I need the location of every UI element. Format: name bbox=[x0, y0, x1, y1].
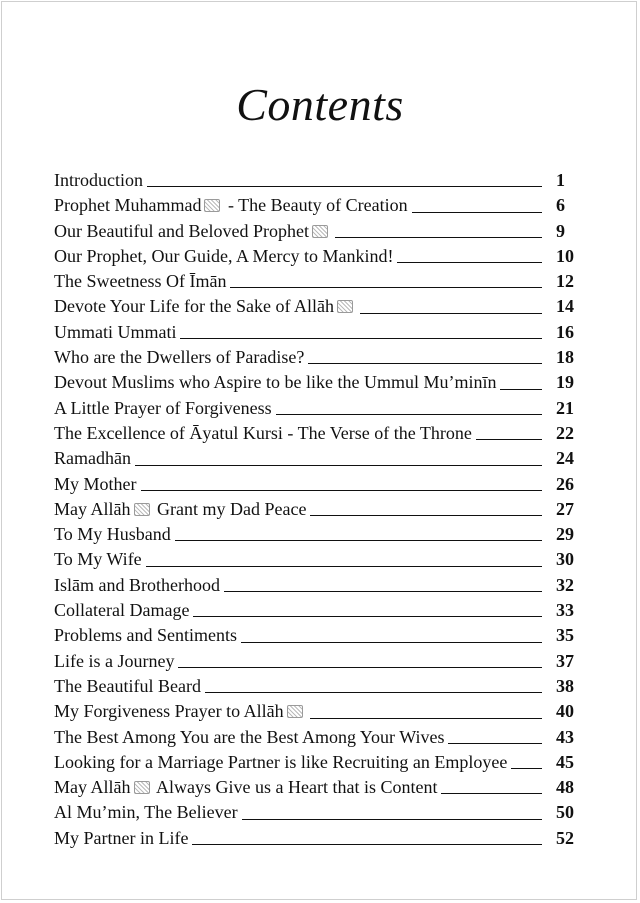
leader-line bbox=[511, 767, 542, 769]
toc-entry-title bbox=[54, 649, 174, 674]
subhanahu-glyph-icon bbox=[337, 300, 353, 313]
page-number: 45 bbox=[556, 751, 574, 772]
toc-entry[interactable] bbox=[54, 800, 582, 825]
page-number: 18 bbox=[556, 347, 574, 368]
toc-entry-title bbox=[54, 219, 331, 244]
toc-entry-title-text: Devote Your Life for the Sake of Allāh bbox=[54, 296, 334, 317]
page-number: 1 bbox=[556, 170, 565, 190]
page-number: 33 bbox=[556, 600, 574, 621]
leader-line bbox=[241, 641, 542, 643]
toc-entry-title-text: A Little Prayer of Forgiveness bbox=[54, 397, 272, 418]
leader-line bbox=[412, 211, 542, 213]
toc-entry-title bbox=[54, 573, 220, 598]
toc-entry-title-text: Introduction bbox=[54, 170, 143, 190]
toc-entry-title bbox=[54, 294, 356, 319]
toc-entry[interactable] bbox=[54, 193, 582, 218]
toc-entry-title-text: Who are the Dwellers of Paradise? bbox=[54, 347, 305, 368]
page-number: 48 bbox=[556, 777, 574, 798]
toc-entry-title-text: Our Prophet, Our Guide, A Mercy to Mankind! bbox=[54, 245, 394, 266]
toc-entry-title bbox=[54, 598, 189, 623]
toc-entry-title-text: Collateral Damage bbox=[54, 600, 190, 621]
toc-entry-title-text: Life is a Journey bbox=[54, 650, 175, 671]
toc-entry-title-text: My Forgiveness Prayer to Allāh bbox=[54, 701, 284, 722]
toc-entry-title-text: To My Husband bbox=[54, 524, 171, 545]
toc-entry-title bbox=[54, 269, 226, 294]
toc-entry[interactable] bbox=[54, 725, 582, 750]
leader-line bbox=[135, 464, 542, 466]
toc-entry[interactable] bbox=[54, 547, 582, 572]
leader-line bbox=[335, 236, 542, 238]
toc-entry-title bbox=[54, 522, 171, 547]
toc-entry-title-text: Islām and Brotherhood bbox=[54, 574, 220, 595]
page-number: 6 bbox=[556, 195, 565, 216]
toc-entry[interactable] bbox=[54, 522, 582, 547]
toc-entry[interactable] bbox=[54, 421, 582, 446]
toc-entry-title-text: Our Beautiful and Beloved Prophet bbox=[54, 220, 309, 241]
page-number: 14 bbox=[556, 296, 574, 317]
toc-entry-title-text: The Best Among You are the Best Among Your Wives bbox=[54, 726, 445, 747]
toc-entry[interactable] bbox=[54, 497, 582, 522]
toc-entry-title bbox=[54, 725, 444, 750]
toc-entry[interactable] bbox=[54, 320, 582, 345]
toc-entry[interactable] bbox=[54, 472, 582, 497]
leader-line bbox=[192, 843, 542, 845]
toc-entry[interactable] bbox=[54, 446, 582, 471]
leader-line bbox=[141, 489, 543, 491]
leader-line bbox=[397, 261, 542, 263]
toc-entry-title-text: Problems and Sentiments bbox=[54, 625, 237, 646]
toc-entry-title bbox=[54, 396, 272, 421]
toc-entry-title bbox=[54, 750, 507, 775]
toc-entry-title-text: The Excellence of Āyatul Kursi - The Verse of the Throne bbox=[54, 422, 472, 443]
page-number: 29 bbox=[556, 524, 574, 545]
toc-entry-title bbox=[54, 674, 201, 699]
toc-entry-title-rest: - The Beauty of Creation bbox=[223, 195, 408, 216]
page-number: 40 bbox=[556, 701, 574, 722]
leader-line bbox=[310, 514, 542, 516]
toc-entry-title bbox=[54, 193, 408, 218]
toc-entry-title-text: May Allāh bbox=[54, 498, 131, 519]
toc-entry[interactable] bbox=[54, 345, 582, 370]
leader-line bbox=[441, 792, 542, 794]
toc-entry-title bbox=[54, 421, 472, 446]
toc-entry-title bbox=[54, 345, 304, 370]
toc-entry[interactable] bbox=[54, 396, 582, 421]
toc-entry-title-text: My Mother bbox=[54, 473, 137, 494]
page-number: 10 bbox=[556, 245, 574, 266]
leader-line bbox=[175, 539, 542, 541]
toc-entry-title bbox=[54, 497, 306, 522]
toc-entry[interactable] bbox=[54, 269, 582, 294]
toc-entry-title bbox=[54, 826, 188, 851]
salawat-glyph-icon bbox=[204, 199, 220, 212]
toc-entry-title-text: To My Wife bbox=[54, 549, 142, 570]
toc-entry-title bbox=[54, 775, 437, 800]
toc-entry[interactable] bbox=[54, 370, 582, 395]
toc-entry[interactable] bbox=[54, 623, 582, 648]
toc-entry[interactable] bbox=[54, 598, 582, 623]
toc-entry-title-text: Prophet Muhammad bbox=[54, 195, 202, 216]
page-number: 35 bbox=[556, 625, 574, 646]
toc-entry[interactable] bbox=[54, 168, 582, 193]
page-number: 32 bbox=[556, 574, 574, 595]
toc-entry[interactable] bbox=[54, 649, 582, 674]
leader-line bbox=[224, 590, 542, 592]
page-title: Contents bbox=[236, 79, 404, 130]
toc-entry-title-text: Ummati Ummati bbox=[54, 321, 177, 342]
page-number: 52 bbox=[556, 827, 574, 848]
toc-entry-title bbox=[54, 699, 306, 724]
leader-line bbox=[193, 615, 542, 617]
toc-entry-title bbox=[54, 244, 393, 269]
toc-entry[interactable] bbox=[54, 294, 582, 319]
page-number: 26 bbox=[556, 473, 574, 494]
leader-line bbox=[310, 717, 542, 719]
toc-entry-title-rest: Always Give us a Heart that is Content bbox=[152, 777, 438, 798]
leader-line bbox=[500, 388, 542, 390]
toc-entry-title-rest: Grant my Dad Peace bbox=[152, 498, 307, 519]
toc-entry[interactable] bbox=[54, 750, 582, 775]
page-number: 12 bbox=[556, 271, 574, 292]
subhanahu-glyph-icon bbox=[287, 705, 303, 718]
toc-entry-title-text: Looking for a Marriage Partner is like Recruiting an Employee bbox=[54, 751, 508, 772]
leader-line bbox=[147, 185, 542, 187]
leader-line bbox=[308, 362, 542, 364]
page-number: 24 bbox=[556, 448, 574, 469]
toc-entry-title-text: The Beautiful Beard bbox=[54, 675, 201, 696]
toc-entry-title bbox=[54, 168, 143, 193]
toc-entry[interactable] bbox=[54, 219, 582, 244]
toc-entry-title-text: My Partner in Life bbox=[54, 827, 189, 848]
page-number: 30 bbox=[556, 549, 574, 570]
leader-line bbox=[476, 438, 542, 440]
page-number: 21 bbox=[556, 397, 574, 418]
toc-entry-title bbox=[54, 623, 237, 648]
table-of-contents bbox=[54, 168, 582, 851]
subhanahu-glyph-icon bbox=[134, 781, 150, 794]
page-number: 19 bbox=[556, 372, 574, 393]
toc-entry-title bbox=[54, 320, 176, 345]
toc-entry-title bbox=[54, 370, 496, 395]
leader-line bbox=[276, 413, 542, 415]
salawat-glyph-icon bbox=[312, 225, 328, 238]
toc-entry[interactable] bbox=[54, 826, 582, 851]
toc-entry-title-text: Al Mu’min, The Believer bbox=[54, 802, 238, 823]
toc-entry[interactable] bbox=[54, 244, 582, 269]
toc-entry[interactable] bbox=[54, 699, 582, 724]
leader-line bbox=[448, 742, 542, 744]
page-number: 16 bbox=[556, 321, 574, 342]
page-number: 22 bbox=[556, 422, 574, 443]
toc-entry-title-text: Ramadhān bbox=[54, 448, 131, 469]
leader-line bbox=[178, 666, 542, 668]
toc-entry-title-text: Devout Muslims who Aspire to be like the Ummul Mu’minīn bbox=[54, 372, 497, 393]
leader-line bbox=[146, 565, 542, 567]
page-number: 43 bbox=[556, 726, 574, 747]
page-number: 50 bbox=[556, 802, 574, 823]
page-number: 9 bbox=[556, 220, 565, 241]
leader-line bbox=[230, 286, 542, 288]
toc-entry[interactable] bbox=[54, 775, 582, 800]
page-number: 27 bbox=[556, 498, 574, 519]
leader-line bbox=[242, 818, 542, 820]
toc-entry[interactable] bbox=[54, 674, 582, 699]
subhanahu-glyph-icon bbox=[134, 503, 150, 516]
page-number: 38 bbox=[556, 675, 574, 696]
leader-line bbox=[180, 337, 542, 339]
page-number: 37 bbox=[556, 650, 574, 671]
toc-entry[interactable] bbox=[54, 573, 582, 598]
toc-entry-title-text: The Sweetness Of Īmān bbox=[54, 271, 227, 292]
toc-entry-title bbox=[54, 800, 238, 825]
toc-entry-title bbox=[54, 446, 131, 471]
toc-entry-title bbox=[54, 547, 142, 572]
leader-line bbox=[360, 312, 542, 314]
toc-entry-title bbox=[54, 472, 137, 497]
toc-entry-title-text: May Allāh bbox=[54, 777, 131, 798]
leader-line bbox=[205, 691, 542, 693]
